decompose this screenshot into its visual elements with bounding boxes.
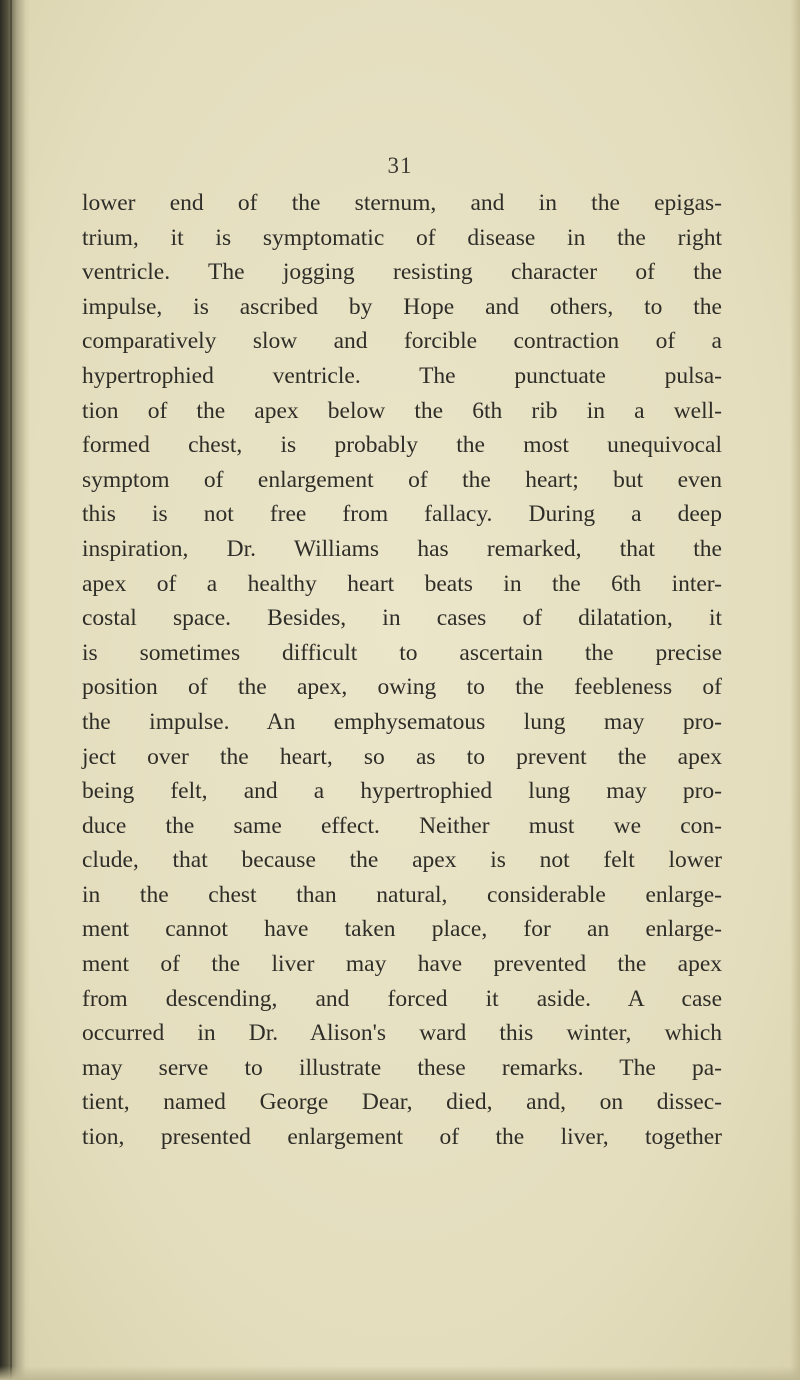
text-line: lower end of the sternum, and in the epigas- [82, 190, 722, 216]
text-line: in the chest than natural, considerable enlarge- [82, 881, 722, 908]
text-line: ment of the liver may have prevented the apex [82, 951, 722, 978]
text-line: duce the same effect. Neither must we con- [82, 812, 722, 839]
text-line: costal space. Besides, in cases of dilatation, it [82, 605, 722, 632]
text-line: clude, that because the apex is not felt lower [82, 847, 722, 874]
text-line: symptom of enlargement of the heart; but even [82, 466, 722, 493]
text-line: the impulse. An emphysematous lung may pro- [82, 708, 722, 735]
text-line: may serve to illustrate these remarks. The pa- [82, 1054, 722, 1081]
body-text [82, 186, 722, 1155]
page-right-edge [790, 0, 800, 1380]
text-line: apex of a healthy heart beats in the 6th inter- [82, 570, 722, 597]
text-line: impulse, is ascribed by Hope and others, to the [82, 293, 722, 320]
text-line: position of the apex, owing to the feebleness of [82, 674, 722, 701]
page-number: 31 [387, 153, 413, 178]
page-binding-line [10, 0, 12, 1380]
text-line: ject over the heart, so as to prevent the apex [82, 743, 722, 770]
text-line: trium, it is symptomatic of disease in the right [82, 224, 722, 251]
text-line: inspiration, Dr. Williams has remarked, that the [82, 535, 722, 562]
text-line: being felt, and a hypertrophied lung may pro- [82, 778, 722, 805]
text-line: hypertrophied ventricle. The punctuate pulsa- [82, 362, 722, 389]
text-line: this is not free from fallacy. During a deep [82, 501, 722, 528]
text-line: comparatively slow and forcible contraction of a [82, 328, 722, 355]
text-line: is sometimes difficult to ascertain the precise [82, 639, 722, 666]
text-line: tient, named George Dear, died, and, on dissec- [82, 1089, 722, 1116]
page-bottom-edge [0, 1366, 800, 1380]
text-line: occurred in Dr. Alison's ward this winter, which [82, 1020, 722, 1047]
text-line: formed chest, is probably the most unequivocal [82, 432, 722, 459]
text-line: tion of the apex below the 6th rib in a well- [82, 397, 722, 424]
text-line: ment cannot have taken place, for an enlarge- [82, 916, 722, 943]
page-binding-shadow [0, 0, 30, 1380]
text-line: ventricle. The jogging resisting character of the [82, 259, 722, 286]
text-line: from descending, and forced it aside. A case [82, 985, 722, 1012]
text-line: tion, presented enlargement of the liver, together [82, 1124, 722, 1151]
